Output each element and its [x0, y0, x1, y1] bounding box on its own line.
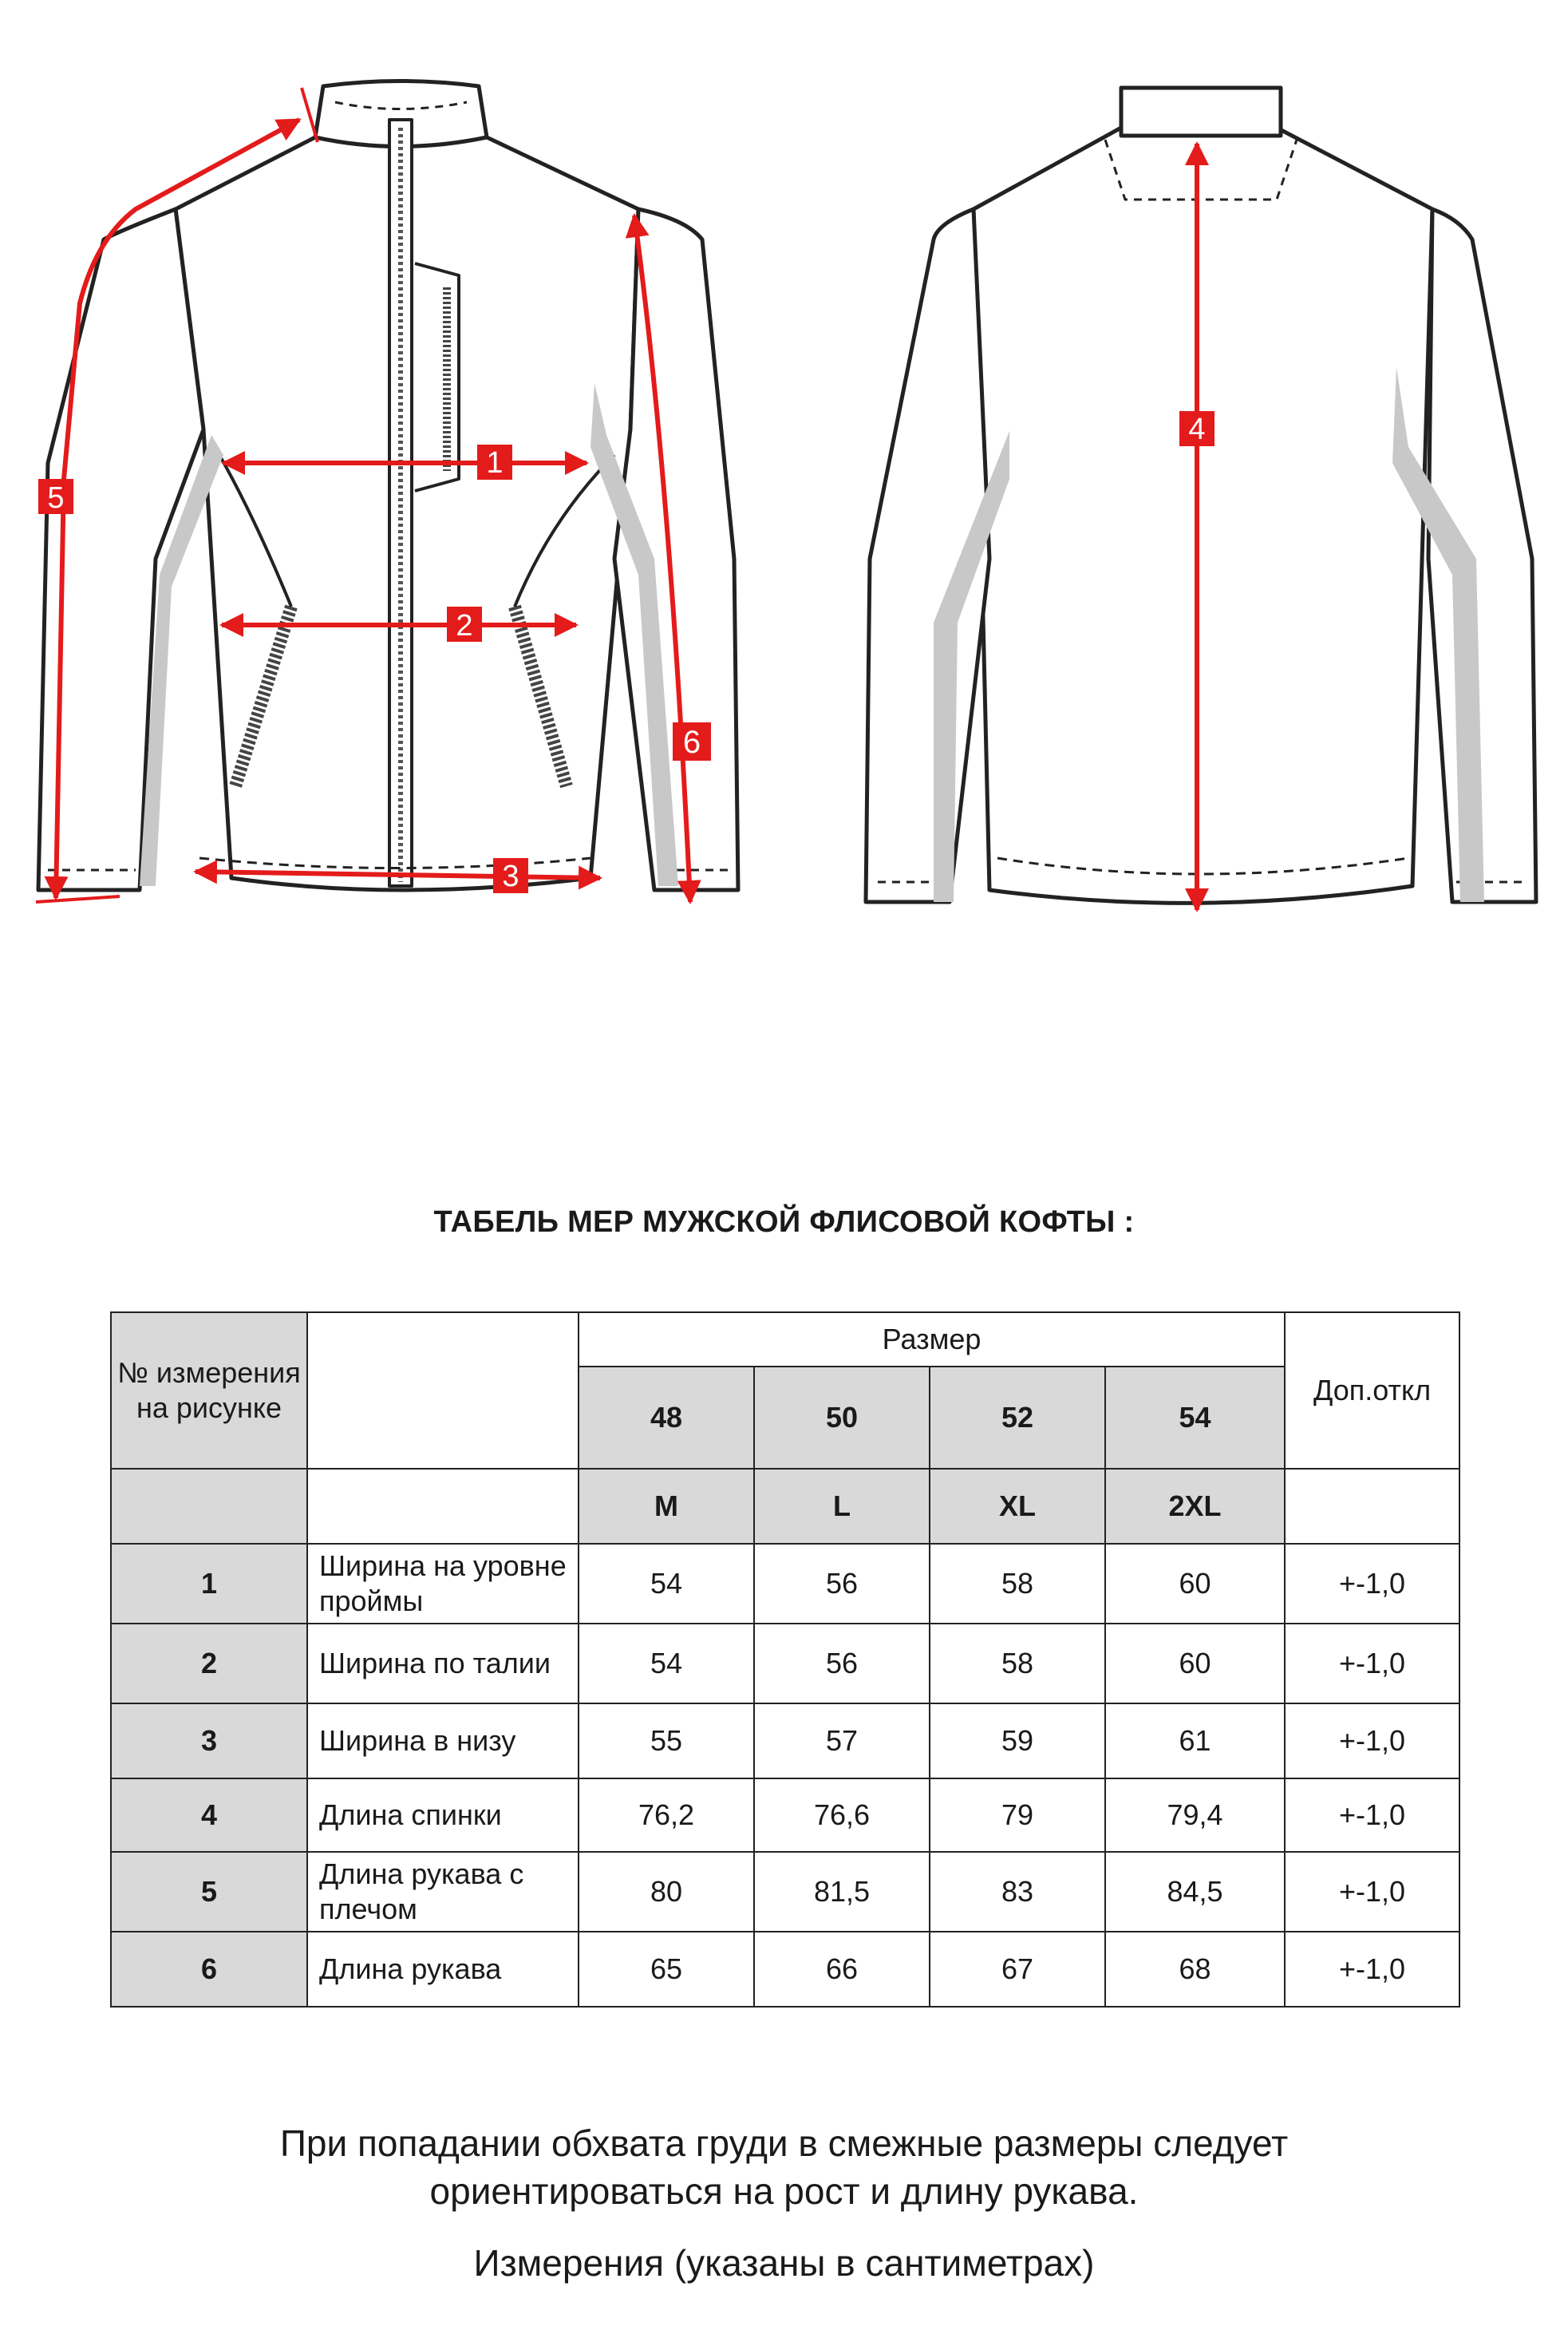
row-name: Длина рукава с плечом: [307, 1852, 579, 1932]
row-value: 76,2: [579, 1778, 754, 1852]
size-54: 54: [1105, 1367, 1285, 1469]
header-size-group: Размер: [579, 1312, 1285, 1367]
svg-text:2: 2: [456, 609, 473, 643]
row-value: 68: [1105, 1932, 1285, 2007]
table-header-row: [111, 1312, 1459, 1367]
row-tolerance: +-1,0: [1285, 1778, 1459, 1852]
row-value: 56: [754, 1544, 930, 1624]
row-value: 65: [579, 1932, 754, 2007]
table-row: [111, 1778, 1459, 1852]
row-value: 60: [1105, 1624, 1285, 1703]
measure-label-3: [493, 858, 528, 893]
row-value: 81,5: [754, 1852, 930, 1932]
letter-xl: XL: [930, 1469, 1105, 1544]
row-number: 5: [111, 1852, 307, 1932]
size-50: 50: [754, 1367, 930, 1469]
table-letters-row: [111, 1469, 1459, 1544]
svg-text:6: 6: [682, 725, 701, 760]
header-num-label: № измерения на рисунке: [111, 1312, 307, 1469]
row-value: 84,5: [1105, 1852, 1285, 1932]
row-value: 54: [579, 1624, 754, 1703]
letters-tol-blank: [1285, 1469, 1459, 1544]
letter-2xl: 2XL: [1105, 1469, 1285, 1544]
measure-label-4: [1179, 411, 1215, 446]
row-value: 58: [930, 1624, 1105, 1703]
row-value: 57: [754, 1703, 930, 1778]
row-tolerance: +-1,0: [1285, 1544, 1459, 1624]
size-48: 48: [579, 1367, 754, 1469]
row-value: 54: [579, 1544, 754, 1624]
row-value: 58: [930, 1544, 1105, 1624]
svg-text:4: 4: [1188, 413, 1206, 446]
row-value: 56: [754, 1624, 930, 1703]
measure-label-6: [673, 722, 711, 761]
row-value: 67: [930, 1932, 1105, 2007]
row-value: 79: [930, 1778, 1105, 1852]
row-value: 61: [1105, 1703, 1285, 1778]
measure-label-5: [38, 479, 73, 515]
row-number: 6: [111, 1932, 307, 2007]
row-value: 60: [1105, 1544, 1285, 1624]
row-value: 66: [754, 1932, 930, 2007]
size-table: [110, 1311, 1460, 2008]
row-value: 83: [930, 1852, 1105, 1932]
note-line-2: ориентироваться на рост и длину рукава.: [429, 2170, 1139, 2212]
size-52: 52: [930, 1367, 1105, 1469]
row-value: 55: [579, 1703, 754, 1778]
row-name: Ширина на уровне проймы: [307, 1544, 579, 1624]
letter-m: M: [579, 1469, 754, 1544]
row-value: 59: [930, 1703, 1105, 1778]
svg-text:3: 3: [502, 860, 519, 893]
row-value: 80: [579, 1852, 754, 1932]
note-line-1: При попадании обхвата груди в смежные размеры следует: [279, 2122, 1289, 2164]
table-title: ТАБЕЛЬ МЕР МУЖСКОЙ ФЛИСОВОЙ КОФТЫ :: [433, 1205, 1135, 1239]
table-row: [111, 1544, 1459, 1624]
header-blank: [307, 1312, 579, 1469]
row-value: 79,4: [1105, 1778, 1285, 1852]
row-name: Ширина в низу: [307, 1703, 579, 1778]
row-tolerance: +-1,0: [1285, 1624, 1459, 1703]
row-name: Ширина по талии: [307, 1624, 579, 1703]
row-number: 4: [111, 1778, 307, 1852]
table-row: [111, 1703, 1459, 1778]
measure-label-1: [477, 445, 512, 480]
row-tolerance: +-1,0: [1285, 1932, 1459, 2007]
letter-l: L: [754, 1469, 930, 1544]
measurement-diagram: [0, 0, 1568, 958]
row-tolerance: +-1,0: [1285, 1852, 1459, 1932]
table-row: [111, 1852, 1459, 1932]
row-number: 2: [111, 1624, 307, 1703]
note-units: Измерения (указаны в сантиметрах): [473, 2242, 1095, 2284]
row-tolerance: +-1,0: [1285, 1703, 1459, 1778]
measure-label-2: [447, 607, 482, 643]
table-row: [111, 1932, 1459, 2007]
header-tolerance: Доп.откл: [1285, 1312, 1459, 1469]
row-value: 76,6: [754, 1778, 930, 1852]
letters-num-blank: [111, 1469, 307, 1544]
row-number: 1: [111, 1544, 307, 1624]
svg-text:5: 5: [47, 481, 65, 515]
row-number: 3: [111, 1703, 307, 1778]
row-name: Длина спинки: [307, 1778, 579, 1852]
row-name: Длина рукава: [307, 1932, 579, 2007]
letters-name-blank: [307, 1469, 579, 1544]
table-row: [111, 1624, 1459, 1703]
svg-text:1: 1: [486, 446, 504, 480]
